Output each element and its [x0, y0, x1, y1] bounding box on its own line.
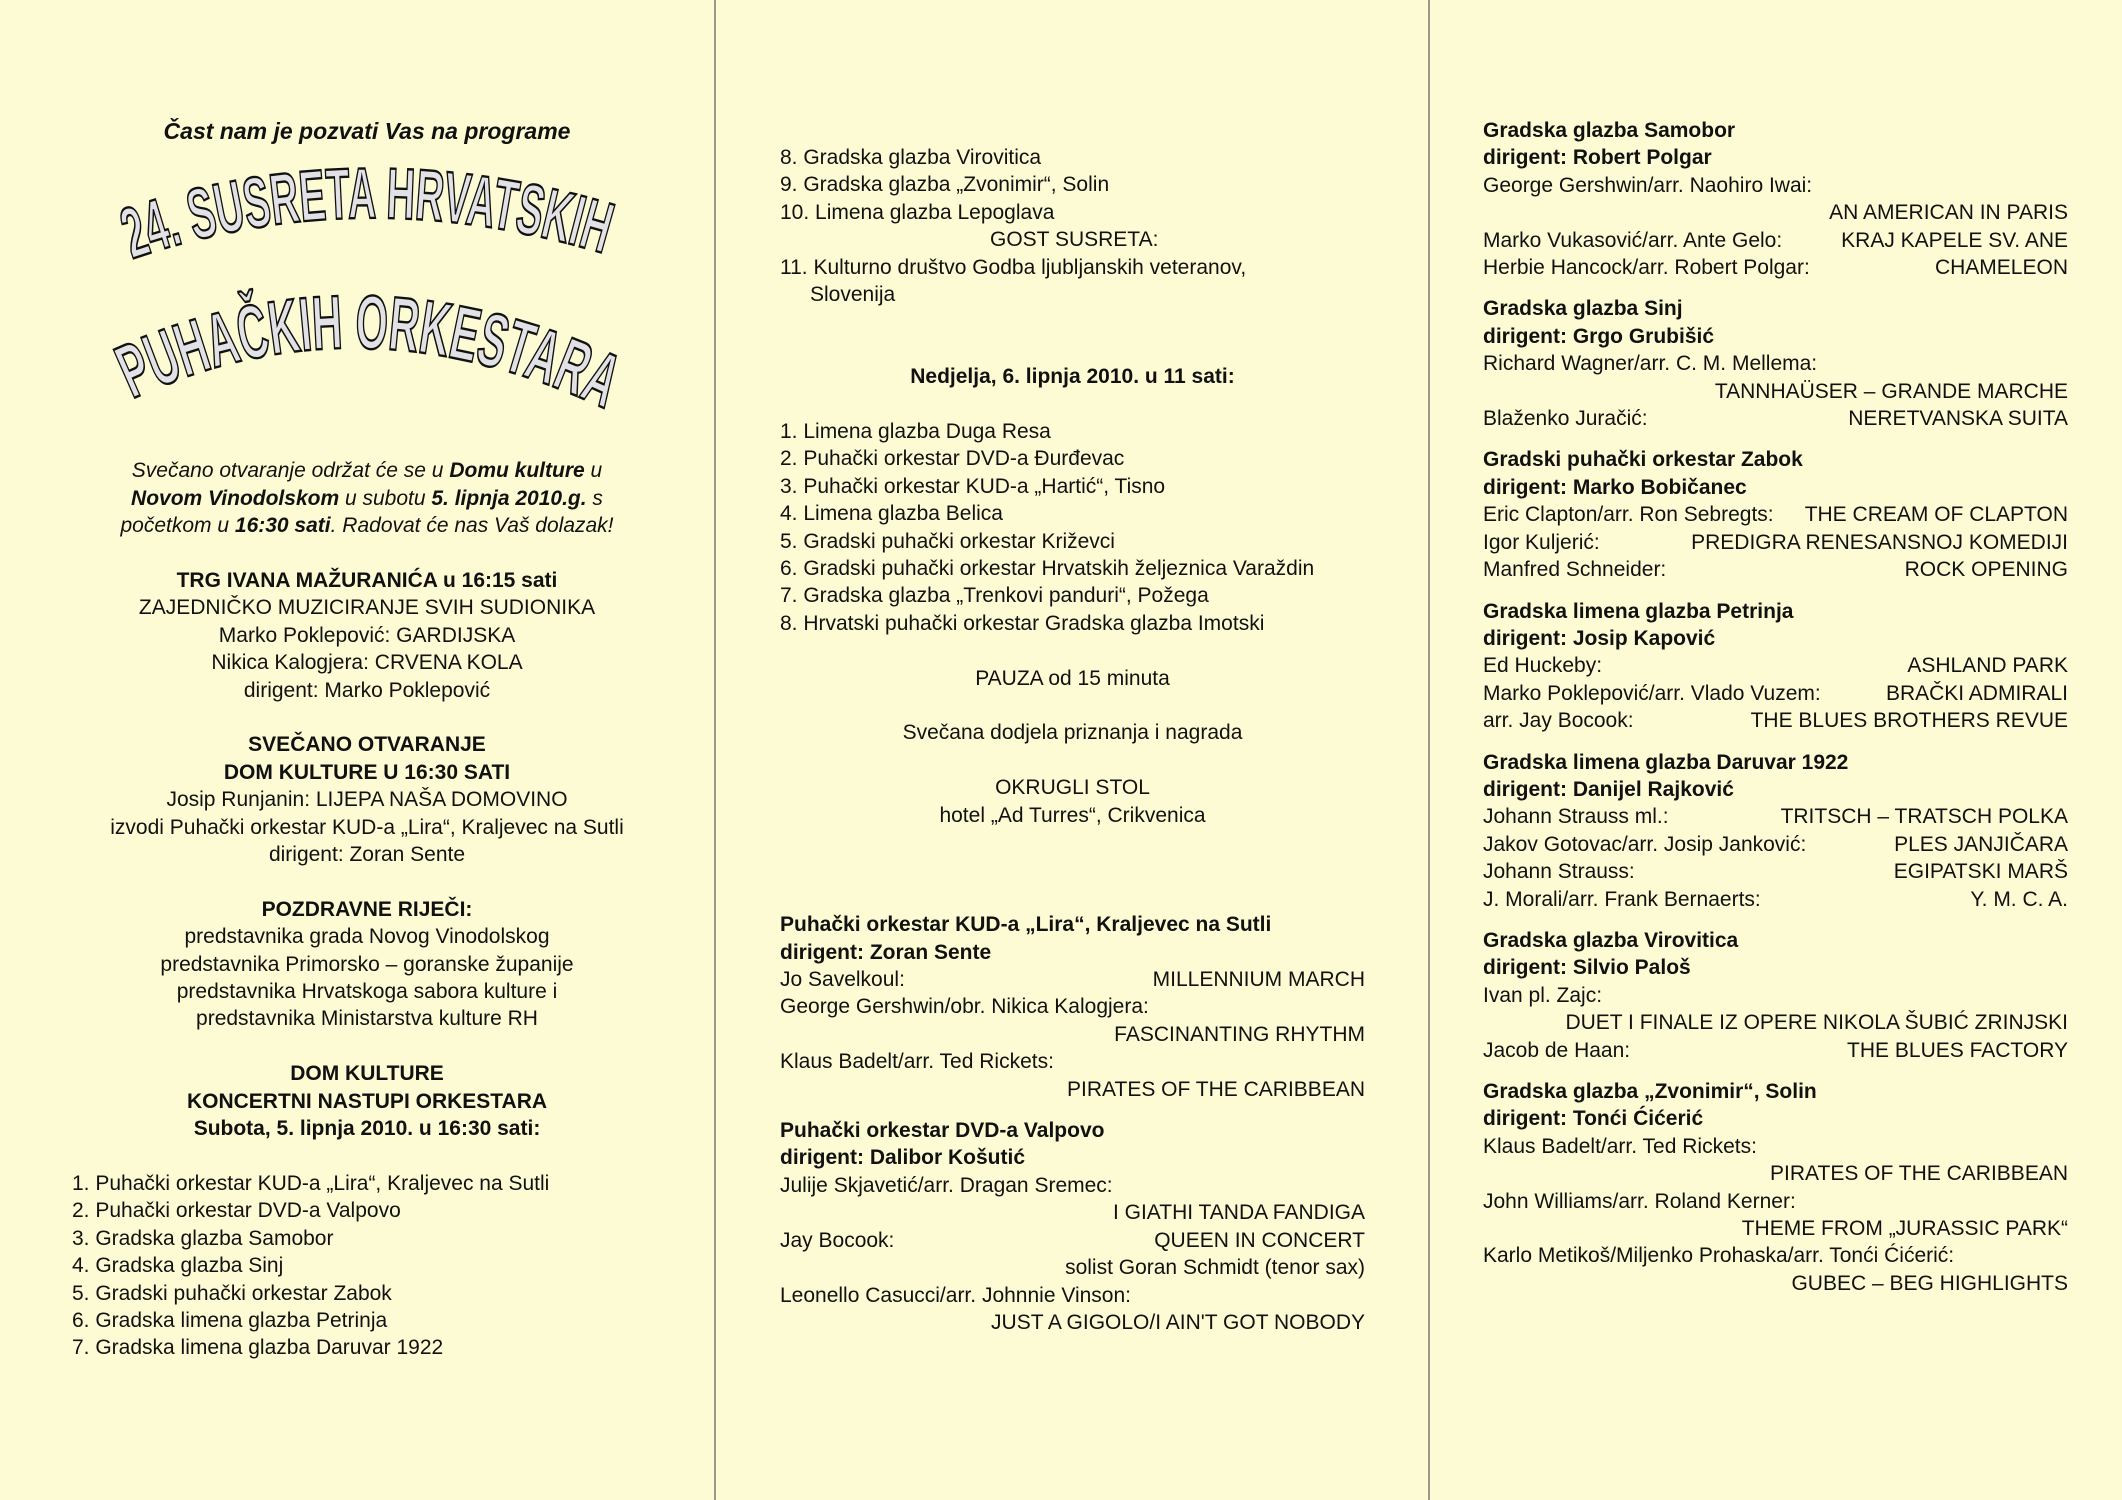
- composer: Jay Bocook:: [780, 1228, 895, 1252]
- list-item: 2. Puhački orkestar DVD-a Valpovo: [72, 1199, 401, 1223]
- list-item: 8. Gradska glazba Virovitica: [780, 146, 1042, 169]
- conductor-name: dirigent: Zoran Sente: [780, 940, 992, 964]
- opening-ceremony-block: [72, 731, 662, 868]
- piece-title: PIRATES OF THE CARIBBEAN: [1067, 1077, 1365, 1101]
- list-item: 4. Limena glazba Belica: [780, 502, 1003, 526]
- program-row: [1483, 529, 2068, 556]
- list-item: 2. Puhački orkestar DVD-a Đurđevac: [780, 447, 1125, 471]
- opening-date: 5. lipnja 2010.g.: [431, 486, 587, 510]
- program-petrinja: [1483, 598, 2068, 735]
- event-title-wordart: [72, 149, 662, 439]
- list-item: 10. Limena glazba Lepoglava: [780, 200, 1055, 224]
- composer: J. Morali/arr. Frank Bernaerts:: [1483, 887, 1761, 911]
- composer: Marko Vukasović/arr. Ante Gelo:: [1483, 228, 1783, 252]
- orchestra-name: Puhački orkestar KUD-a „Lira“, Kraljevec na Sutli: [780, 913, 1272, 937]
- program-row: [1483, 501, 2068, 528]
- piece-title: TANNHAÜSER – GRANDE MARCHE: [1714, 379, 2068, 403]
- program-virovitica: [1483, 927, 2068, 1064]
- program-row: [1483, 707, 2068, 734]
- composer: Klaus Badelt/arr. Ted Rickets:: [780, 1050, 1054, 1074]
- conductor-name: dirigent: Dalibor Košutić: [780, 1146, 1026, 1170]
- composer: George Gershwin/arr. Naohiro Iwai:: [1483, 173, 1813, 197]
- piece-title: THEME FROM „JURASSIC PARK“: [1741, 1217, 2068, 1241]
- square-event-heading: TRG IVANA MAŽURANIĆA u 16:15 sati: [176, 569, 558, 593]
- conductor-name: dirigent: Marko Bobičanec: [1483, 475, 1747, 499]
- list-item: 5. Gradski puhački orkestar Križevci: [780, 529, 1115, 553]
- composer: Eric Clapton/arr. Ron Sebregts:: [1483, 503, 1774, 527]
- program-row: [1483, 405, 2068, 432]
- piece-title: EGIPATSKI MARŠ: [1893, 860, 2068, 884]
- orchestra-name: Puhački orkestar DVD-a Valpovo: [780, 1119, 1105, 1143]
- piece-title: ASHLAND PARK: [1907, 654, 2068, 678]
- composer: Jo Savelkoul:: [780, 968, 905, 992]
- program-samobor: [1483, 117, 2068, 281]
- piece-title: NERETVANSKA SUITA: [1848, 407, 2068, 431]
- list-item: 6. Gradski puhački orkestar Hrvatskih željeznica Varaždin: [780, 557, 1315, 581]
- program-valpovo: [780, 1117, 1365, 1336]
- piece-title: CHAMELEON: [1934, 256, 2068, 280]
- round-table-heading: OKRUGLI STOL: [995, 776, 1150, 800]
- concerts-heading-block: [72, 1060, 662, 1142]
- conductor-name: dirigent: Danijel Rajković: [1483, 777, 1734, 801]
- composer: Richard Wagner/arr. C. M. Mellema:: [1483, 352, 1818, 376]
- list-item: 5. Gradski puhački orkestar Zabok: [72, 1281, 392, 1305]
- program-row: [780, 1227, 1365, 1254]
- concerts-heading: DOM KULTURE: [290, 1062, 444, 1086]
- greetings-line: predstavnika Hrvatskoga sabora kulture i: [176, 980, 558, 1004]
- conductor-name: dirigent: Silvio Paloš: [1483, 956, 1691, 980]
- greetings-block: [72, 896, 662, 1033]
- program-row: [1483, 831, 2068, 858]
- composer: Manfred Schneider:: [1483, 558, 1667, 582]
- opening-text: s: [586, 486, 603, 510]
- piece-title: ROCK OPENING: [1904, 558, 2068, 582]
- piece-title: PREDIGRA RENESANSNOJ KOMEDIJI: [1691, 530, 2068, 554]
- orchestra-name: Gradska glazba Samobor: [1483, 119, 1736, 142]
- fold-line-right: [1428, 0, 1430, 1500]
- orchestra-name: Gradska glazba „Zvonimir“, Solin: [1483, 1080, 1817, 1103]
- guest-orchestra: 11. Kulturno društvo Godba ljubljanskih veteranov, Slovenija: [780, 255, 1247, 307]
- opening-text: Svečano otvaranje održat će se u: [131, 459, 450, 483]
- invitation-line: Čast nam je pozvati Vas na programe: [163, 118, 571, 144]
- composer: Johann Strauss:: [1483, 860, 1635, 884]
- program-solin: [1483, 1078, 2068, 1297]
- left-panel: [72, 118, 662, 1362]
- piece-title: THE BLUES FACTORY: [1847, 1038, 2068, 1062]
- event-title-line-2: PUHAČKIH ORKESTARA: [104, 279, 656, 435]
- opening-ceremony-line: dirigent: Zoran Sente: [268, 843, 466, 867]
- opening-time: 16:30 sati: [234, 514, 331, 538]
- composer: Jacob de Haan:: [1483, 1038, 1631, 1062]
- soloist-note: solist Goran Schmidt (tenor sax): [1065, 1256, 1365, 1280]
- program-row: [1483, 858, 2068, 885]
- piece-title: I GIATHI TANDA FANDIGA: [1112, 1201, 1365, 1225]
- piece-title: THE BLUES BROTHERS REVUE: [1750, 709, 2068, 733]
- composer: Blaženko Juračić:: [1483, 407, 1648, 431]
- list-item: 8. Hrvatski puhački orkestar Gradska glazba Imotski: [780, 611, 1265, 635]
- sunday-date-heading: Nedjelja, 6. lipnja 2010. u 11 sati:: [910, 365, 1235, 389]
- opening-ceremony-line: Josip Runjanin: LIJEPA NAŠA DOMOVINO: [166, 788, 568, 812]
- composer: Herbie Hancock/arr. Robert Polgar:: [1483, 256, 1810, 280]
- greetings-line: predstavnika Ministarstva kulture RH: [196, 1007, 538, 1031]
- list-item: 9. Gradska glazba „Zvonimir“, Solin: [780, 173, 1110, 197]
- piece-title: THE CREAM OF CLAPTON: [1804, 503, 2068, 527]
- piece-title: QUEEN IN CONCERT: [1154, 1228, 1365, 1252]
- program-lira: [780, 911, 1365, 1103]
- list-item: 3. Puhački orkestar KUD-a „Hartić“, Tisno: [780, 474, 1166, 498]
- concerts-subheading: KONCERTNI NASTUPI ORKESTARA: [186, 1089, 548, 1113]
- opening-text: u subotu: [339, 486, 432, 510]
- opening-text: početkom u: [120, 514, 235, 538]
- composer: arr. Jay Bocook:: [1483, 709, 1634, 733]
- list-item: 6. Gradska limena glazba Petrinja: [72, 1308, 388, 1332]
- composer: Leonello Casucci/arr. Johnnie Vinson:: [780, 1283, 1132, 1307]
- piece-title: FASCINANTING RHYTHM: [1114, 1022, 1365, 1046]
- guest-heading: GOST SUSRETA:: [990, 228, 1159, 252]
- program-sinj: [1483, 295, 2068, 432]
- orchestra-name: Gradska limena glazba Daruvar 1922: [1483, 750, 1849, 774]
- composer: Klaus Badelt/arr. Ted Rickets:: [1483, 1134, 1757, 1158]
- round-table-venue: hotel „Ad Turres“, Crikvenica: [939, 803, 1206, 827]
- orchestra-name: Gradska glazba Sinj: [1483, 297, 1683, 321]
- composer: Julije Skjavetić/arr. Dragan Sremec:: [780, 1173, 1113, 1197]
- list-item: 1. Puhački orkestar KUD-a „Lira“, Kraljevec na Sutli: [72, 1171, 550, 1195]
- opening-town: Novom Vinodolskom: [131, 486, 340, 510]
- orchestra-name: Gradski puhački orkestar Zabok: [1483, 448, 1803, 472]
- piece-title: KRAJ KAPELE SV. ANE: [1841, 228, 2068, 252]
- square-event-line: ZAJEDNIČKO MUZICIRANJE SVIH SUDIONIKA: [138, 596, 596, 620]
- composer: Jakov Gotovac/arr. Josip Janković:: [1483, 832, 1807, 856]
- conductor-name: dirigent: Josip Kapović: [1483, 626, 1716, 650]
- program-daruvar: [1483, 749, 2068, 913]
- piece-title: PLES JANJIČARA: [1894, 832, 2068, 856]
- program-row: [1483, 227, 2068, 254]
- piece-title: TRITSCH – TRATSCH POLKA: [1780, 805, 2068, 829]
- conductor-name: dirigent: Robert Polgar: [1483, 146, 1712, 170]
- piece-title: PIRATES OF THE CARIBBEAN: [1770, 1162, 2068, 1186]
- piece-title: DUET I FINALE IZ OPERE NIKOLA ŠUBIĆ ZRINJSKI: [1565, 1011, 2068, 1035]
- opening-paragraph: [72, 457, 662, 539]
- composer: Karlo Metikoš/Miljenko Prohaska/arr. Tonći Ćićerić:: [1483, 1244, 1955, 1268]
- piece-title: JUST A GIGOLO/I AIN'T GOT NOBODY: [991, 1310, 1365, 1334]
- break-notice: PAUZA od 15 minuta: [975, 666, 1170, 690]
- greetings-line: predstavnika Primorsko – goranske županije: [160, 952, 574, 976]
- program-row: [1483, 556, 2068, 583]
- fold-line-left: [714, 0, 716, 1500]
- program-row: [1483, 254, 2068, 281]
- opening-ceremony-subheading: DOM KULTURE U 16:30 SATI: [223, 760, 511, 784]
- program-row: [1483, 803, 2068, 830]
- piece-title: AN AMERICAN IN PARIS: [1829, 201, 2068, 225]
- right-panel: [1483, 117, 2068, 1297]
- program-row: [1483, 886, 2068, 913]
- piece-title: GUBEC – BEG HIGHLIGHTS: [1791, 1271, 2068, 1295]
- composer: Ivan pl. Zajc:: [1483, 983, 1603, 1007]
- greetings-heading: POZDRAVNE RIJEČI:: [261, 897, 473, 921]
- composer: John Williams/arr. Roland Kerner:: [1483, 1189, 1796, 1213]
- conductor-name: dirigent: Grgo Grubišić: [1483, 324, 1715, 348]
- program-row: [780, 966, 1365, 993]
- square-event-block: [72, 567, 662, 704]
- greetings-line: predstavnika grada Novog Vinodolskog: [184, 925, 550, 949]
- list-item: 1. Limena glazba Duga Resa: [780, 420, 1051, 444]
- composer: Igor Kuljerić:: [1483, 530, 1600, 554]
- program-row: [1483, 680, 2068, 707]
- opening-text: . Radovat će nas Vaš dolazak!: [330, 514, 614, 538]
- composer: Johann Strauss ml.:: [1483, 805, 1669, 829]
- list-item: 4. Gradska glazba Sinj: [72, 1254, 284, 1278]
- square-event-line: Marko Poklepović: GARDIJSKA: [218, 623, 516, 647]
- piece-title: MILLENNIUM MARCH: [1152, 968, 1365, 992]
- list-item: 3. Gradska glazba Samobor: [72, 1226, 334, 1250]
- list-item: 7. Gradska limena glazba Daruvar 1922: [72, 1336, 444, 1360]
- orchestra-name: Gradska glazba Virovitica: [1483, 928, 1739, 952]
- program-zabok: [1483, 446, 2068, 583]
- middle-panel: [780, 144, 1365, 1336]
- orchestra-name: Gradska limena glazba Petrinja: [1483, 599, 1794, 623]
- program-row: [1483, 1037, 2068, 1064]
- sunday-orchestra-list: [780, 418, 1365, 637]
- conductor-name: dirigent: Tonći Ćićerić: [1483, 1107, 1704, 1131]
- program-row: [1483, 652, 2068, 679]
- saturday-orchestra-list: [72, 1170, 662, 1362]
- list-item: 7. Gradska glazba „Trenkovi panduri“, Požega: [780, 584, 1209, 608]
- saturday-orchestra-list-continued: [780, 144, 1365, 226]
- awards-notice: Svečana dodjela priznanja i nagrada: [902, 721, 1243, 745]
- event-title-line-1: 24. SUSRETA HRVATSKIH: [111, 153, 645, 276]
- piece-title: Y. M. C. A.: [1970, 887, 2068, 911]
- square-event-line: dirigent: Marko Poklepović: [243, 678, 491, 702]
- composer: Ed Huckeby:: [1483, 654, 1603, 678]
- square-event-line: Nikica Kalogjera: CRVENA KOLA: [211, 651, 523, 675]
- opening-ceremony-heading: SVEČANO OTVARANJE: [248, 733, 486, 757]
- composer: George Gershwin/obr. Nikica Kalogjera:: [780, 995, 1149, 1019]
- composer: Marko Poklepović/arr. Vlado Vuzem:: [1483, 681, 1821, 705]
- opening-ceremony-line: izvodi Puhački orkestar KUD-a „Lira“, Kraljevec na Sutli: [110, 815, 624, 839]
- saturday-date-heading: Subota, 5. lipnja 2010. u 16:30 sati:: [193, 1117, 541, 1141]
- piece-title: BRAČKI ADMIRALI: [1885, 681, 2068, 705]
- opening-text: u: [584, 459, 603, 483]
- opening-venue: Domu kulture: [449, 459, 585, 483]
